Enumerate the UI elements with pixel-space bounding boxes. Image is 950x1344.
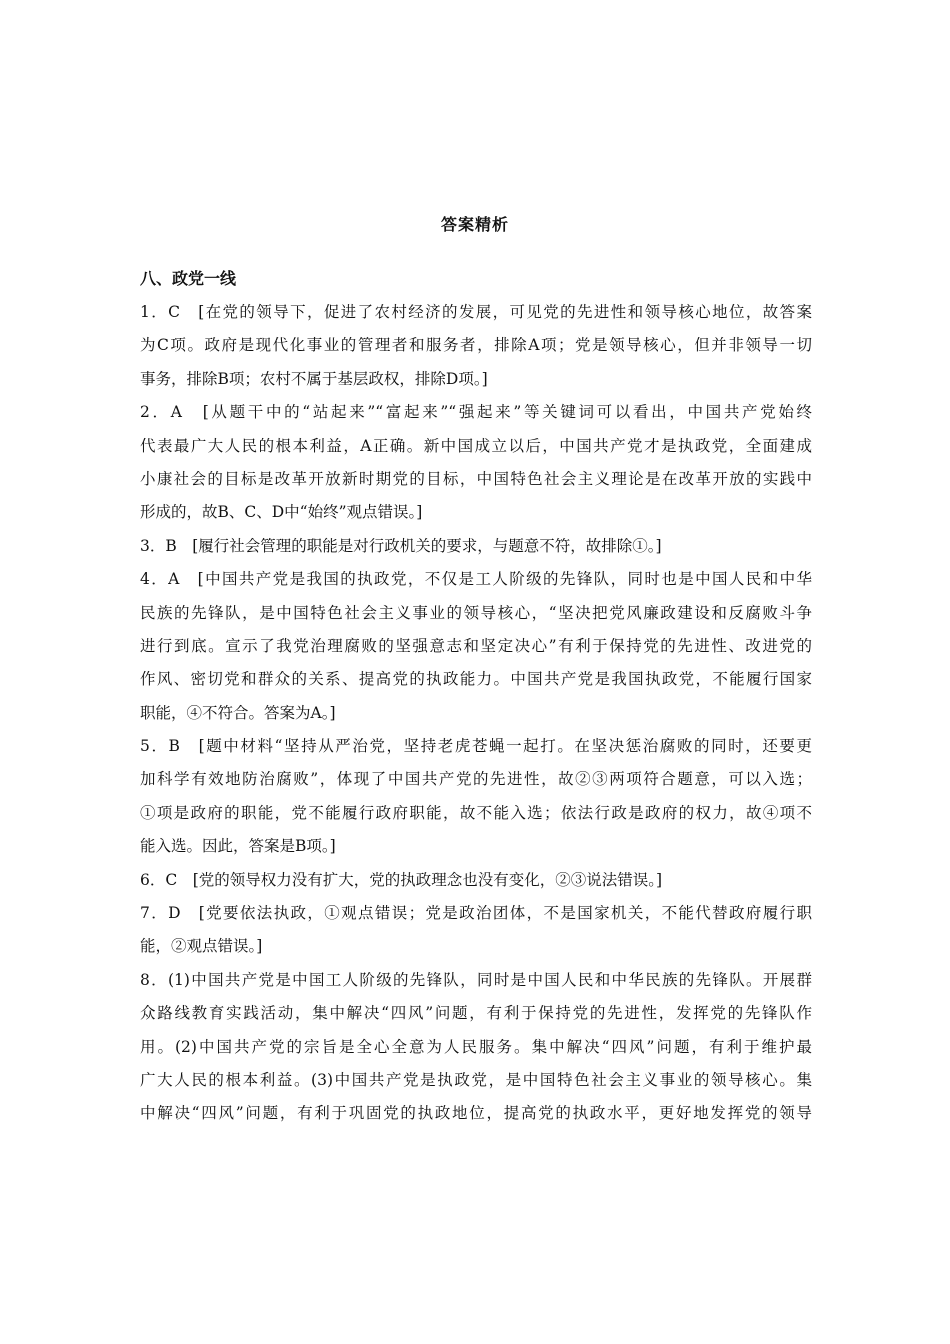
text-line: 2．A [从题干中的“站起来”“富起来”“强起来”等关键词可以看出，中国共产党始终	[140, 403, 812, 422]
text-line: 广大人民的根本利益。(3)中国共产党是执政党，是中国特色社会主义事业的领导核心。集	[140, 1070, 812, 1089]
text-line: 为C项。政府是现代化事业的管理者和服务者，排除A项；党是领导核心，但并非领导一切	[140, 336, 812, 355]
text-line: 作风、密切党和群众的关系、提高党的执政能力。中国共产党是我国执政党，不能履行国家	[140, 670, 812, 689]
text-line: 事务，排除B项；农村不属于基层政权，排除D项。]	[140, 369, 488, 388]
text-line: 4．A [中国共产党是我国的执政党，不仅是工人阶级的先锋队，同时也是中国人民和中华	[140, 570, 812, 589]
text-line: 3．B [履行社会管理的职能是对行政机关的要求，与题意不符，故排除①。]	[140, 536, 662, 555]
text-line: 8．(1)中国共产党是中国工人阶级的先锋队，同时是中国人民和中华民族的先锋队。开展群	[140, 970, 812, 989]
text-line: 用。(2)中国共产党的宗旨是全心全意为人民服务。集中解决“四风”问题，有利于维护最	[140, 1037, 812, 1056]
text-line: 能，②观点错误。]	[140, 937, 263, 956]
section-heading: 八、政党一线	[140, 269, 237, 288]
text-line: 1．C [在党的领导下，促进了农村经济的发展，可见党的先进性和领导核心地位，故答案	[140, 303, 812, 321]
page-title: 答案精析	[440, 215, 509, 234]
text-line: 众路线教育实践活动，集中解决“四风”问题，有利于保持党的先进性，发挥党的先锋队作	[140, 1004, 812, 1023]
text-line: ①项是政府的职能，党不能履行政府职能，故不能入选；依法行政是政府的权力，故④项不	[140, 803, 812, 822]
text-line: 能入选。因此，答案是B项。]	[140, 837, 336, 856]
text-line: 进行到底。宣示了我党治理腐败的坚强意志和坚定决心”有利于保持党的先进性、改进党的	[140, 636, 812, 655]
answer-body	[140, 296, 812, 1131]
text-line: 7．D [党要依法执政，①观点错误；党是政治团体，不是国家机关，不能代替政府履行职	[140, 904, 812, 923]
text-line: 职能，④不符合。答案为A。]	[140, 703, 336, 722]
text-line: 中解决“四风”问题，有利于巩固党的执政地位，提高党的执政水平，更好地发挥党的领导	[140, 1104, 812, 1123]
text-line: 小康社会的目标是改革开放新时期党的目标，中国特色社会主义理论是在改革开放的实践中	[140, 469, 812, 488]
text-line: 加科学有效地防治腐败”，体现了中国共产党的先进性，故②③两项符合题意，可以入选；	[140, 770, 812, 789]
text-line: 5．B [题中材料“坚持从严治党，坚持老虎苍蝇一起打。在坚决惩治腐败的同时，还要更	[140, 737, 812, 756]
text-line: 代表最广大人民的根本利益，A正确。新中国成立以后，中国共产党才是执政党，全面建成	[140, 436, 812, 455]
text-line: 形成的，故B、C、D中“始终”观点错误。]	[140, 503, 423, 522]
text-line: 6．C [党的领导权力没有扩大，党的执政理念也没有变化，②③说法错误。]	[140, 870, 663, 889]
text-line: 民族的先锋队，是中国特色社会主义事业的领导核心，“坚决把党风廉政建设和反腐败斗争	[140, 603, 812, 622]
